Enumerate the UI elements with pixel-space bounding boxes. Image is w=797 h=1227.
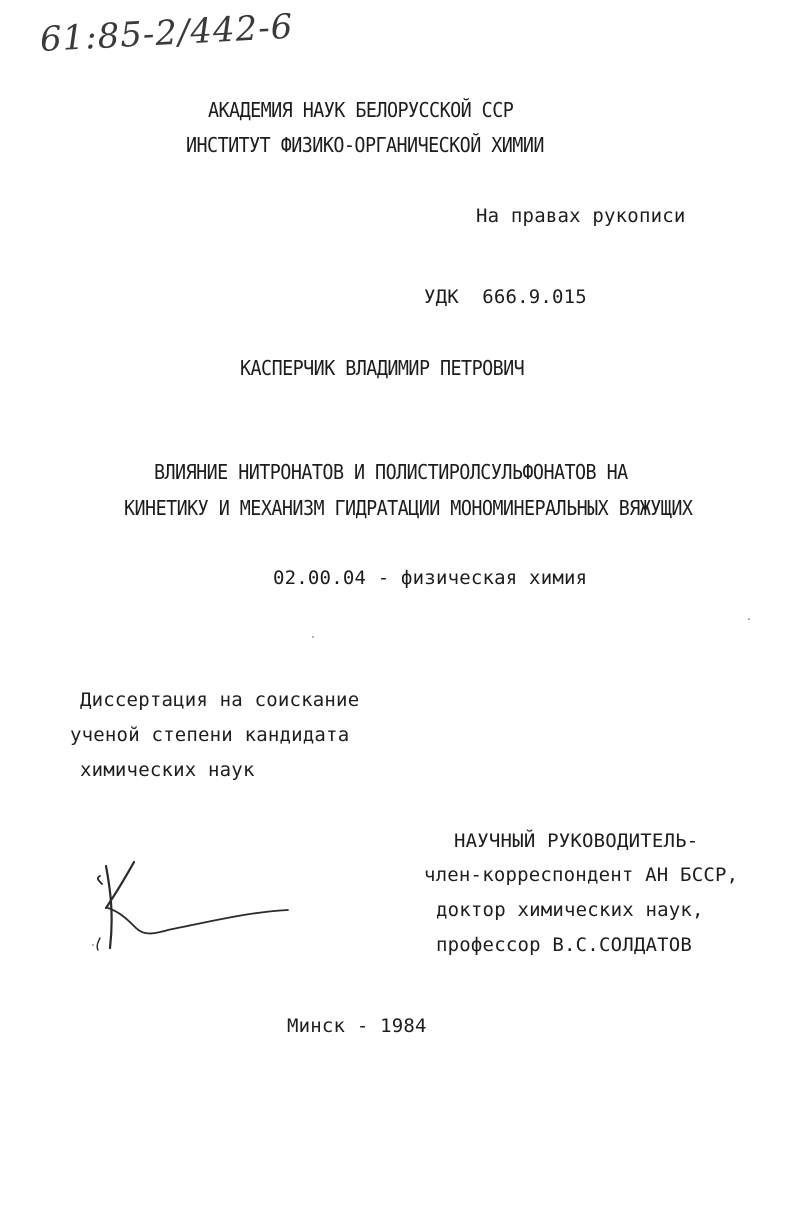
academy-heading: АКАДЕМИЯ НАУК БЕЛОРУССКОЙ ССР (208, 98, 514, 122)
paper-speck (92, 944, 94, 946)
archive-mark: 61:85-2/442-6 (38, 6, 295, 60)
supervisor-line-3: доктор химических наук, (436, 899, 704, 921)
dissertation-line-2: ученой степени кандидата (70, 724, 350, 746)
dissertation-line-1: Диссертация на соискание (80, 689, 360, 711)
supervisor-line-4: профессор В.С.СОЛДАТОВ (436, 934, 693, 956)
dissertation-line-3: химических наук (80, 759, 255, 781)
udc-code: УДК 666.9.015 (424, 286, 587, 308)
supervisor-line-1: НАУЧНЫЙ РУКОВОДИТЕЛЬ- (454, 830, 699, 852)
paper-speck (748, 618, 750, 620)
rights-note: На правах рукописи (476, 205, 686, 227)
title-line-1: ВЛИЯНИЕ НИТРОНАТОВ И ПОЛИСТИРОЛСУЛЬФОНАТОВ НА (154, 460, 628, 484)
author-name: КАСПЕРЧИК ВЛАДИМИР ПЕТРОВИЧ (240, 356, 525, 380)
supervisor-line-2: член-корреспондент АН БССР, (424, 864, 739, 886)
signature-mark (88, 858, 298, 958)
place-year: Минск - 1984 (287, 1015, 427, 1037)
institute-heading: ИНСТИТУТ ФИЗИКО-ОРГАНИЧЕСКОЙ ХИМИИ (186, 133, 544, 157)
paper-speck (312, 636, 314, 638)
specialty-code: 02.00.04 - физическая химия (273, 567, 588, 589)
title-line-2: КИНЕТИКУ И МЕХАНИЗМ ГИДРАТАЦИИ МОНОМИНЕРАЛЬНЫХ ВЯЖУЩИХ (124, 496, 693, 520)
